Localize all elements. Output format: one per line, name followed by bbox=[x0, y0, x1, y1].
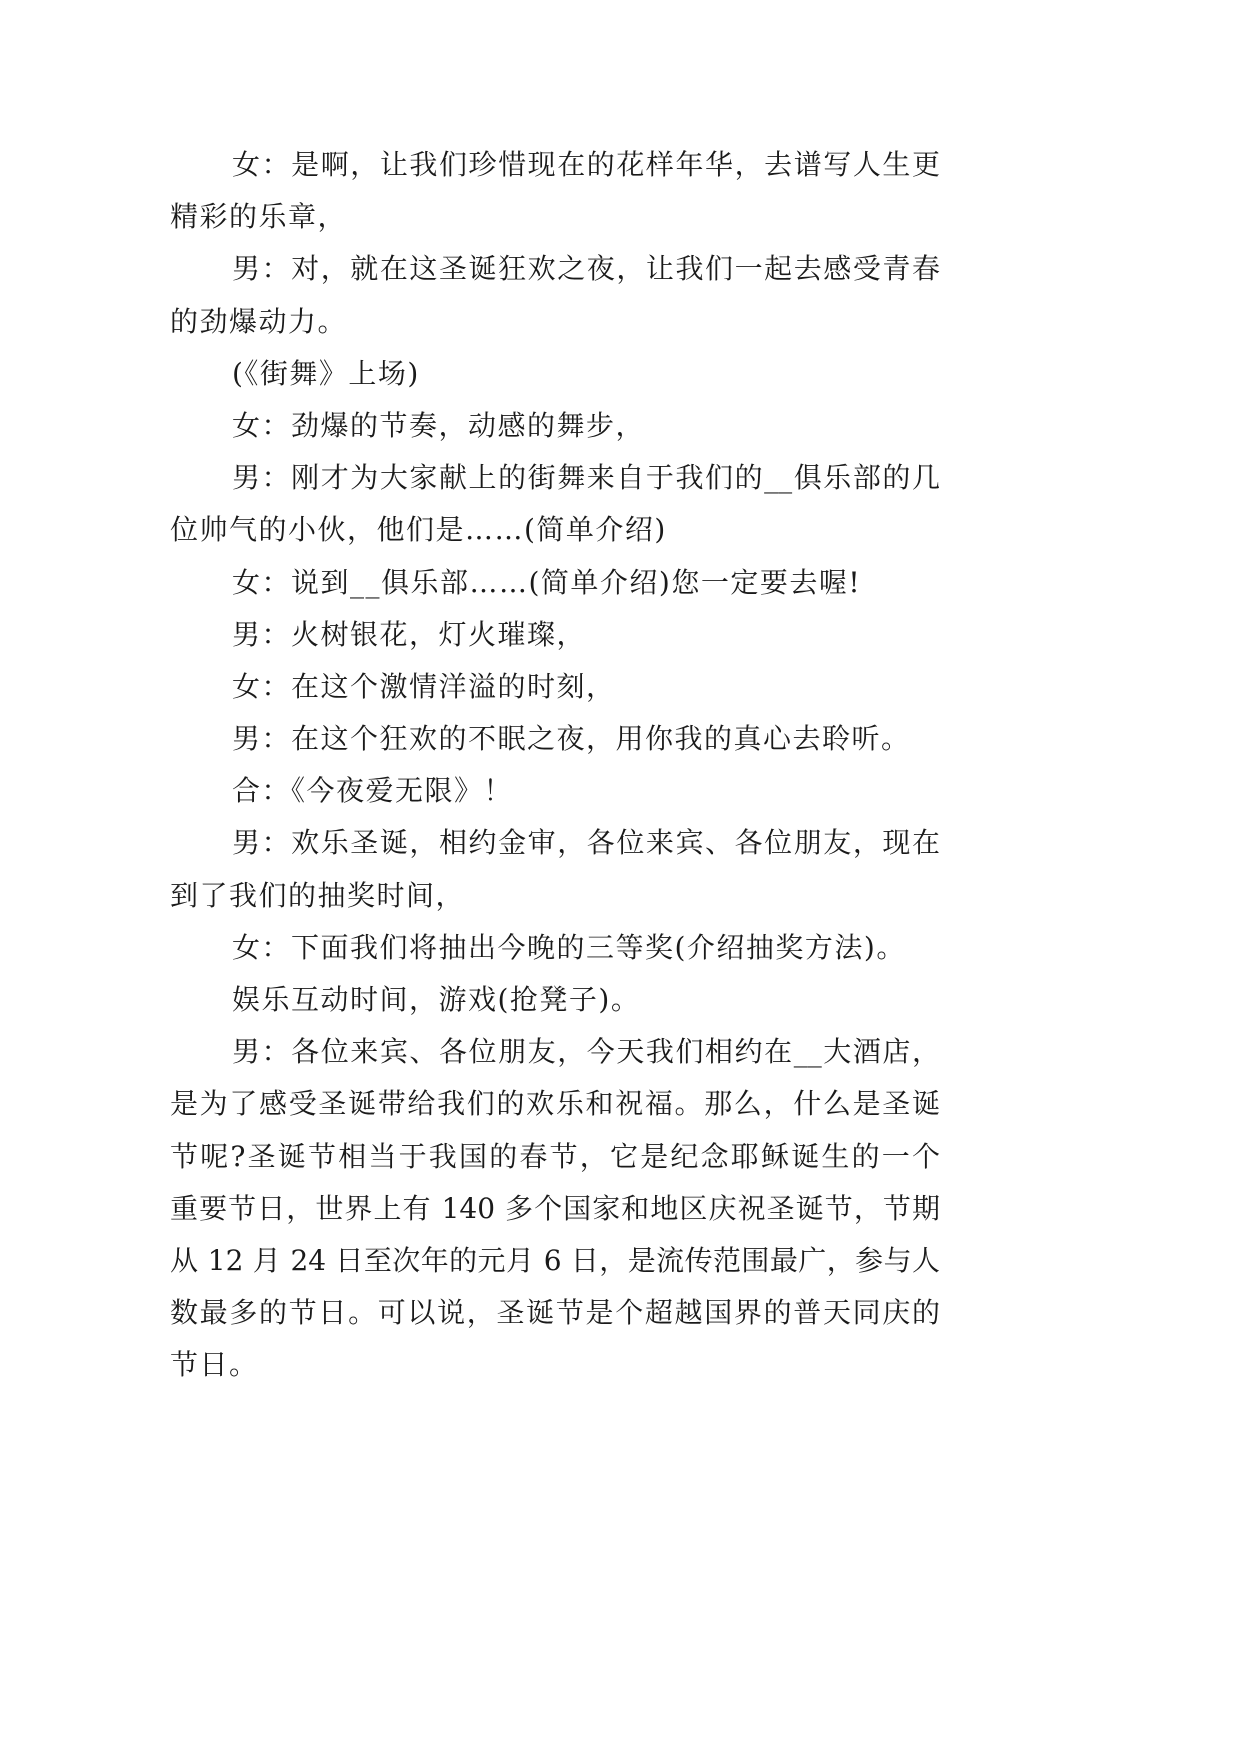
text-line: 男：火树银花，灯火璀璨， bbox=[232, 617, 587, 651]
paragraph bbox=[170, 452, 940, 556]
paragraph bbox=[170, 139, 940, 243]
text-line: 是为了感受圣诞带给我们的欢乐和祝福。那么，什么是圣诞 bbox=[170, 1087, 940, 1121]
text-line: 位帅气的小伙，他们是……(简单介绍) bbox=[170, 513, 667, 547]
text-line: 从 12 月 24 日至次年的元月 6 日，是流传范围最广，参与人 bbox=[170, 1243, 940, 1277]
paragraph bbox=[170, 557, 940, 609]
paragraph bbox=[170, 922, 940, 974]
text-line: 男：各位来宾、各位朋友，今天我们相约在__大酒店， bbox=[232, 1035, 940, 1069]
paragraph bbox=[170, 348, 940, 400]
text-line: 女：是啊，让我们珍惜现在的花样年华，去谱写人生更 bbox=[232, 148, 940, 181]
text-line: 到了我们的抽奖时间， bbox=[170, 878, 466, 912]
text-line: 娱乐互动时间，游戏(抢凳子)。 bbox=[232, 983, 641, 1016]
text-line: 合：《今夜爱无限》！ bbox=[232, 774, 514, 808]
paragraph bbox=[170, 243, 940, 347]
text-line: 精彩的乐章， bbox=[170, 200, 348, 234]
paragraph bbox=[170, 609, 940, 661]
paragraph bbox=[170, 974, 940, 1026]
text-line: 女：下面我们将抽出今晚的三等奖(介绍抽奖方法)。 bbox=[232, 930, 906, 964]
text-line: 女：说到__俱乐部……(简单介绍)您一定要去喔! bbox=[232, 565, 862, 599]
text-line: 节呢?圣诞节相当于我国的春节，它是纪念耶稣诞生的一个 bbox=[170, 1139, 940, 1173]
text-line: 重要节日，世界上有 140 多个国家和地区庆祝圣诞节，节期 bbox=[170, 1191, 940, 1225]
paragraph bbox=[170, 817, 940, 921]
text-line: 女：在这个激情洋溢的时刻， bbox=[232, 669, 616, 703]
paragraph bbox=[170, 661, 940, 713]
document-body bbox=[170, 139, 940, 1392]
text-line: (《街舞》上场) bbox=[232, 356, 420, 390]
text-line: 数最多的节日。可以说，圣诞节是个超越国界的普天同庆的 bbox=[170, 1296, 940, 1330]
text-line: 男：在这个狂欢的不眠之夜，用你我的真心去聆听。 bbox=[232, 722, 911, 756]
text-line: 男：刚才为大家献上的街舞来自于我们的__俱乐部的几 bbox=[232, 461, 940, 495]
text-line: 女：劲爆的节奏，动感的舞步， bbox=[232, 408, 646, 442]
text-line: 男：欢乐圣诞，相约金审，各位来宾、各位朋友，现在 bbox=[232, 826, 940, 860]
text-line: 的劲爆动力。 bbox=[170, 304, 348, 338]
paragraph bbox=[170, 713, 940, 765]
paragraph bbox=[170, 765, 940, 817]
text-line: 男：对，就在这圣诞狂欢之夜，让我们一起去感受青春 bbox=[232, 252, 940, 286]
paragraph bbox=[170, 400, 940, 452]
paragraph bbox=[170, 1026, 940, 1391]
text-line: 节日。 bbox=[170, 1348, 259, 1382]
